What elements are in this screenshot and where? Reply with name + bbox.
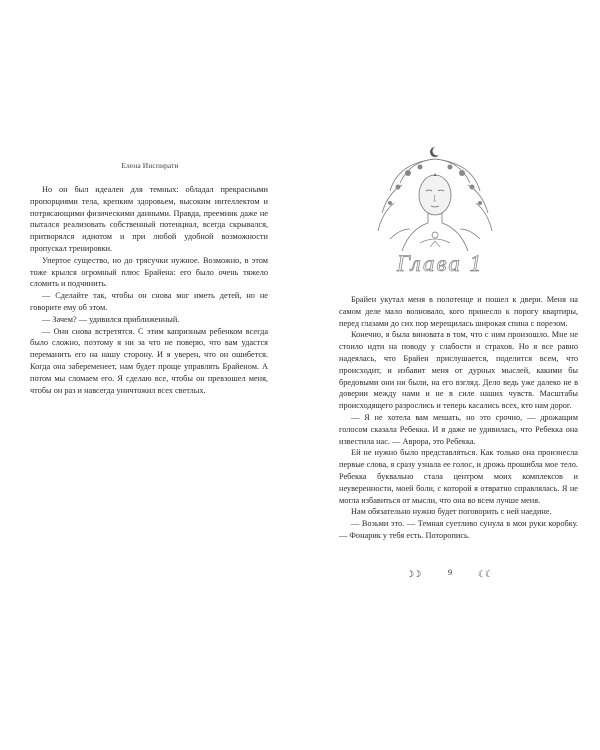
paragraph: Но он был идеален для темных: обладал прекрасными пропорциями тела, крепким здоровьем, высоким интеллектом и потрясающими физическими данными. Правда, преемник даже не пытался реализовать собственный потенциал, всегда скрывался, притворялся идиотом и при любой удобной возможности пропускал тренировки.: [30, 185, 268, 253]
paragraph: Ей не нужно было представляться. Как только она произнесла первые слова, я сразу узнала ее голос, и дрожь прошибла мое тело. Ребекка буквально стала центром моих комплексов и неуверенности, моей боли, с которой я отвратно справлялась. Я не могла избавиться от мысли, что она во всем лучше меня.: [339, 448, 578, 505]
left-body-text: [30, 184, 268, 396]
right-page: [300, 0, 600, 750]
moon-left-icon: ☽☽: [406, 569, 421, 579]
paragraph: — Я не хотела вам мешать, но это срочно, — дрожащим голосом сказала Ребекка. И я даже не удивилась, что Ребекка она известила нас. — Аврора, это Ребекка.: [339, 412, 578, 446]
paragraph: Упертое существо, но до трясучки нужное. Возможно, в этом тоже крылся огромный плюс Брайена: его было очень тяжело сломить и подчинить.: [30, 255, 268, 289]
running-head: Елена Инспирати: [121, 161, 179, 170]
paragraph: Нам обязательно нужно будет поговорить с ней наедине.: [351, 507, 552, 517]
paragraph: — Они снова встретятся. С этим капризным ребенком всегда было сложно, поэтому я ни за что не поверю, что вам удастся переманить его на нашу сторону. И я уверен, что он ошибется. Когда она забеременеет, нам будет проще управлять Брайеном. А потом мы сломаем его. Я сделаю все, чтобы он превзошел меня, чтобы он раз и навсегда уничтожил всех светлых.: [30, 326, 268, 395]
paragraph: — Зачем? — удивился приближенный.: [42, 314, 180, 324]
paragraph: Конечно, я была виновата в том, что с ним произошло. Мне не стоило идти на поводу у слабости и страхов. Но я все равно надеялась, что Брайен прислушается, поделится всем, что происходит, и избавит меня от дурных мыслей, какими бы бредовыми они ни были, на его взгляд. Дело ведь уже далеко не в доверии между нами и не в силе наших чувств. Масштабы происходящего разрослись и теперь касались всех, кто нам дорог.: [339, 330, 578, 411]
chapter-ornament-icon: [360, 143, 510, 255]
page-folio: [350, 567, 550, 581]
paragraph: Брайен укутал меня в полотенце и пошел к двери. Меня на самом деле мало волновало, кого принесло к порогу квартиры, перед глазами до сих пор мерещилась широкая спина с порезом.: [339, 295, 578, 328]
paragraph: — Возьми это. — Темная суетливо сунула в мои руки коробку. — Фонарик у тебя есть. Поторопись.: [339, 519, 578, 540]
page-number: 9: [447, 567, 453, 577]
paragraph: — Сделайте так, чтобы он снова мог иметь детей, но не говорите ему об этом.: [30, 291, 268, 312]
chapter-title: Глава 1: [396, 251, 484, 276]
right-body-text: [339, 294, 578, 542]
moon-right-icon: ☾☾: [478, 569, 493, 579]
